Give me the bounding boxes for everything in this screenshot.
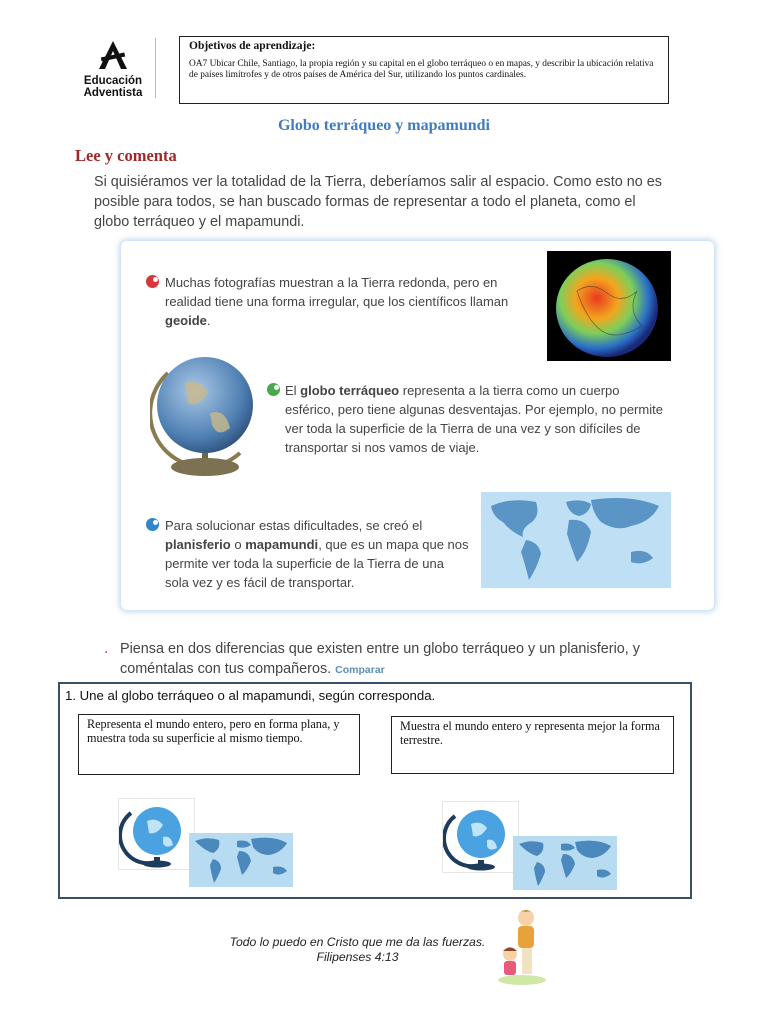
verse-reference: Filipenses 4:13 xyxy=(316,950,399,964)
footer-verse xyxy=(180,935,535,965)
objectives-box xyxy=(179,36,669,104)
globe-paragraph xyxy=(285,381,665,457)
objectives-title: Objetivos de aprendizaje: xyxy=(189,40,316,52)
logo xyxy=(70,40,156,98)
world-map-icon xyxy=(189,833,293,887)
red-bullet-icon xyxy=(146,275,159,288)
planisferio-term: planisferio xyxy=(165,537,231,552)
objectives-text: OA7 Ubicar Chile, Santiago, la propia región y su capital en el globo terráqueo o en mapas, y describir la ubicación relativa de países limítrofes y de otros países de América del Sur, utilizando los puntos cardinales. xyxy=(189,59,654,80)
globe-text: representa a la tierra como un cuerpo esférico, pero tiene algunas desventajas. Por ejemplo, no permite ver toda la superficie de la Tierra de una vez y son difíciles de transportar si nos vamos de viaje. xyxy=(285,383,663,455)
mapamundi-term: mapamundi xyxy=(245,537,319,552)
right-map-thumb[interactable] xyxy=(513,836,617,890)
geoid-image xyxy=(547,251,671,361)
verse-text: Todo lo puedo en Cristo que me da las fuerzas. xyxy=(229,935,486,949)
globe-pre: El xyxy=(285,383,301,398)
geoide-text: Muchas fotografías muestran a la Tierra redonda, pero en realidad tiene una forma irregular, que los científicos llaman xyxy=(165,275,509,309)
green-bullet-icon xyxy=(267,383,280,396)
globe-image xyxy=(150,353,262,479)
logo-text-line2: Adventista xyxy=(83,87,143,99)
geoide-paragraph xyxy=(165,273,530,330)
world-map-icon xyxy=(513,836,617,890)
left-globe-thumb[interactable] xyxy=(118,798,195,870)
intro-text: Si quisiéramos ver la totalidad de la Tierra, deberíamos salir al espacio. Como esto no es posible para todos, se han buscado formas de representar a todo el planeta, como el globo terráqueo y el mapamundi. xyxy=(94,174,662,230)
think-text: Piensa en dos diferencias que existen entre un globo terráqueo y un planisferio, y coméntalas con tus compañeros. xyxy=(120,641,640,677)
globe-term: globo terráqueo xyxy=(300,383,400,398)
header-divider xyxy=(155,38,156,98)
map-mid: o xyxy=(230,537,246,552)
option-globe-box[interactable]: Muestra el mundo entero y representa mejor la forma terrestre. xyxy=(391,716,674,774)
option-planisferio-box[interactable]: Representa el mundo entero, pero en forma plana, y muestra toda su superficie al mismo tiempo. xyxy=(78,714,360,775)
logo-mark-icon xyxy=(93,40,133,70)
geoide-end: . xyxy=(206,313,211,328)
compare-tag: Comparar xyxy=(335,664,385,676)
map-text: , que es un mapa que nos permite ver toda la superficie de la Tierra de una sola vez y es fácil de transportar. xyxy=(165,537,469,590)
blue-bullet-icon xyxy=(146,518,159,531)
left-map-thumb[interactable] xyxy=(189,833,293,887)
think-prompt xyxy=(120,639,680,680)
section-title: Lee y comenta xyxy=(75,146,177,165)
globe-icon xyxy=(443,802,518,872)
children-illustration xyxy=(496,906,548,986)
geoide-term: geoide xyxy=(165,313,207,328)
exercise-title: 1. Une al globo terráqueo o al mapamundi, según corresponda. xyxy=(65,688,436,703)
logo-text-line1: Educación xyxy=(83,75,143,87)
map-paragraph xyxy=(165,516,470,592)
right-globe-thumb[interactable] xyxy=(442,801,519,873)
world-map-image xyxy=(481,492,671,588)
page-title: Globo terráqueo y mapamundi xyxy=(277,117,490,134)
globe-icon xyxy=(119,799,194,869)
think-bullet: . xyxy=(104,640,109,657)
map-pre: Para solucionar estas dificultades, se creó el xyxy=(165,518,423,533)
